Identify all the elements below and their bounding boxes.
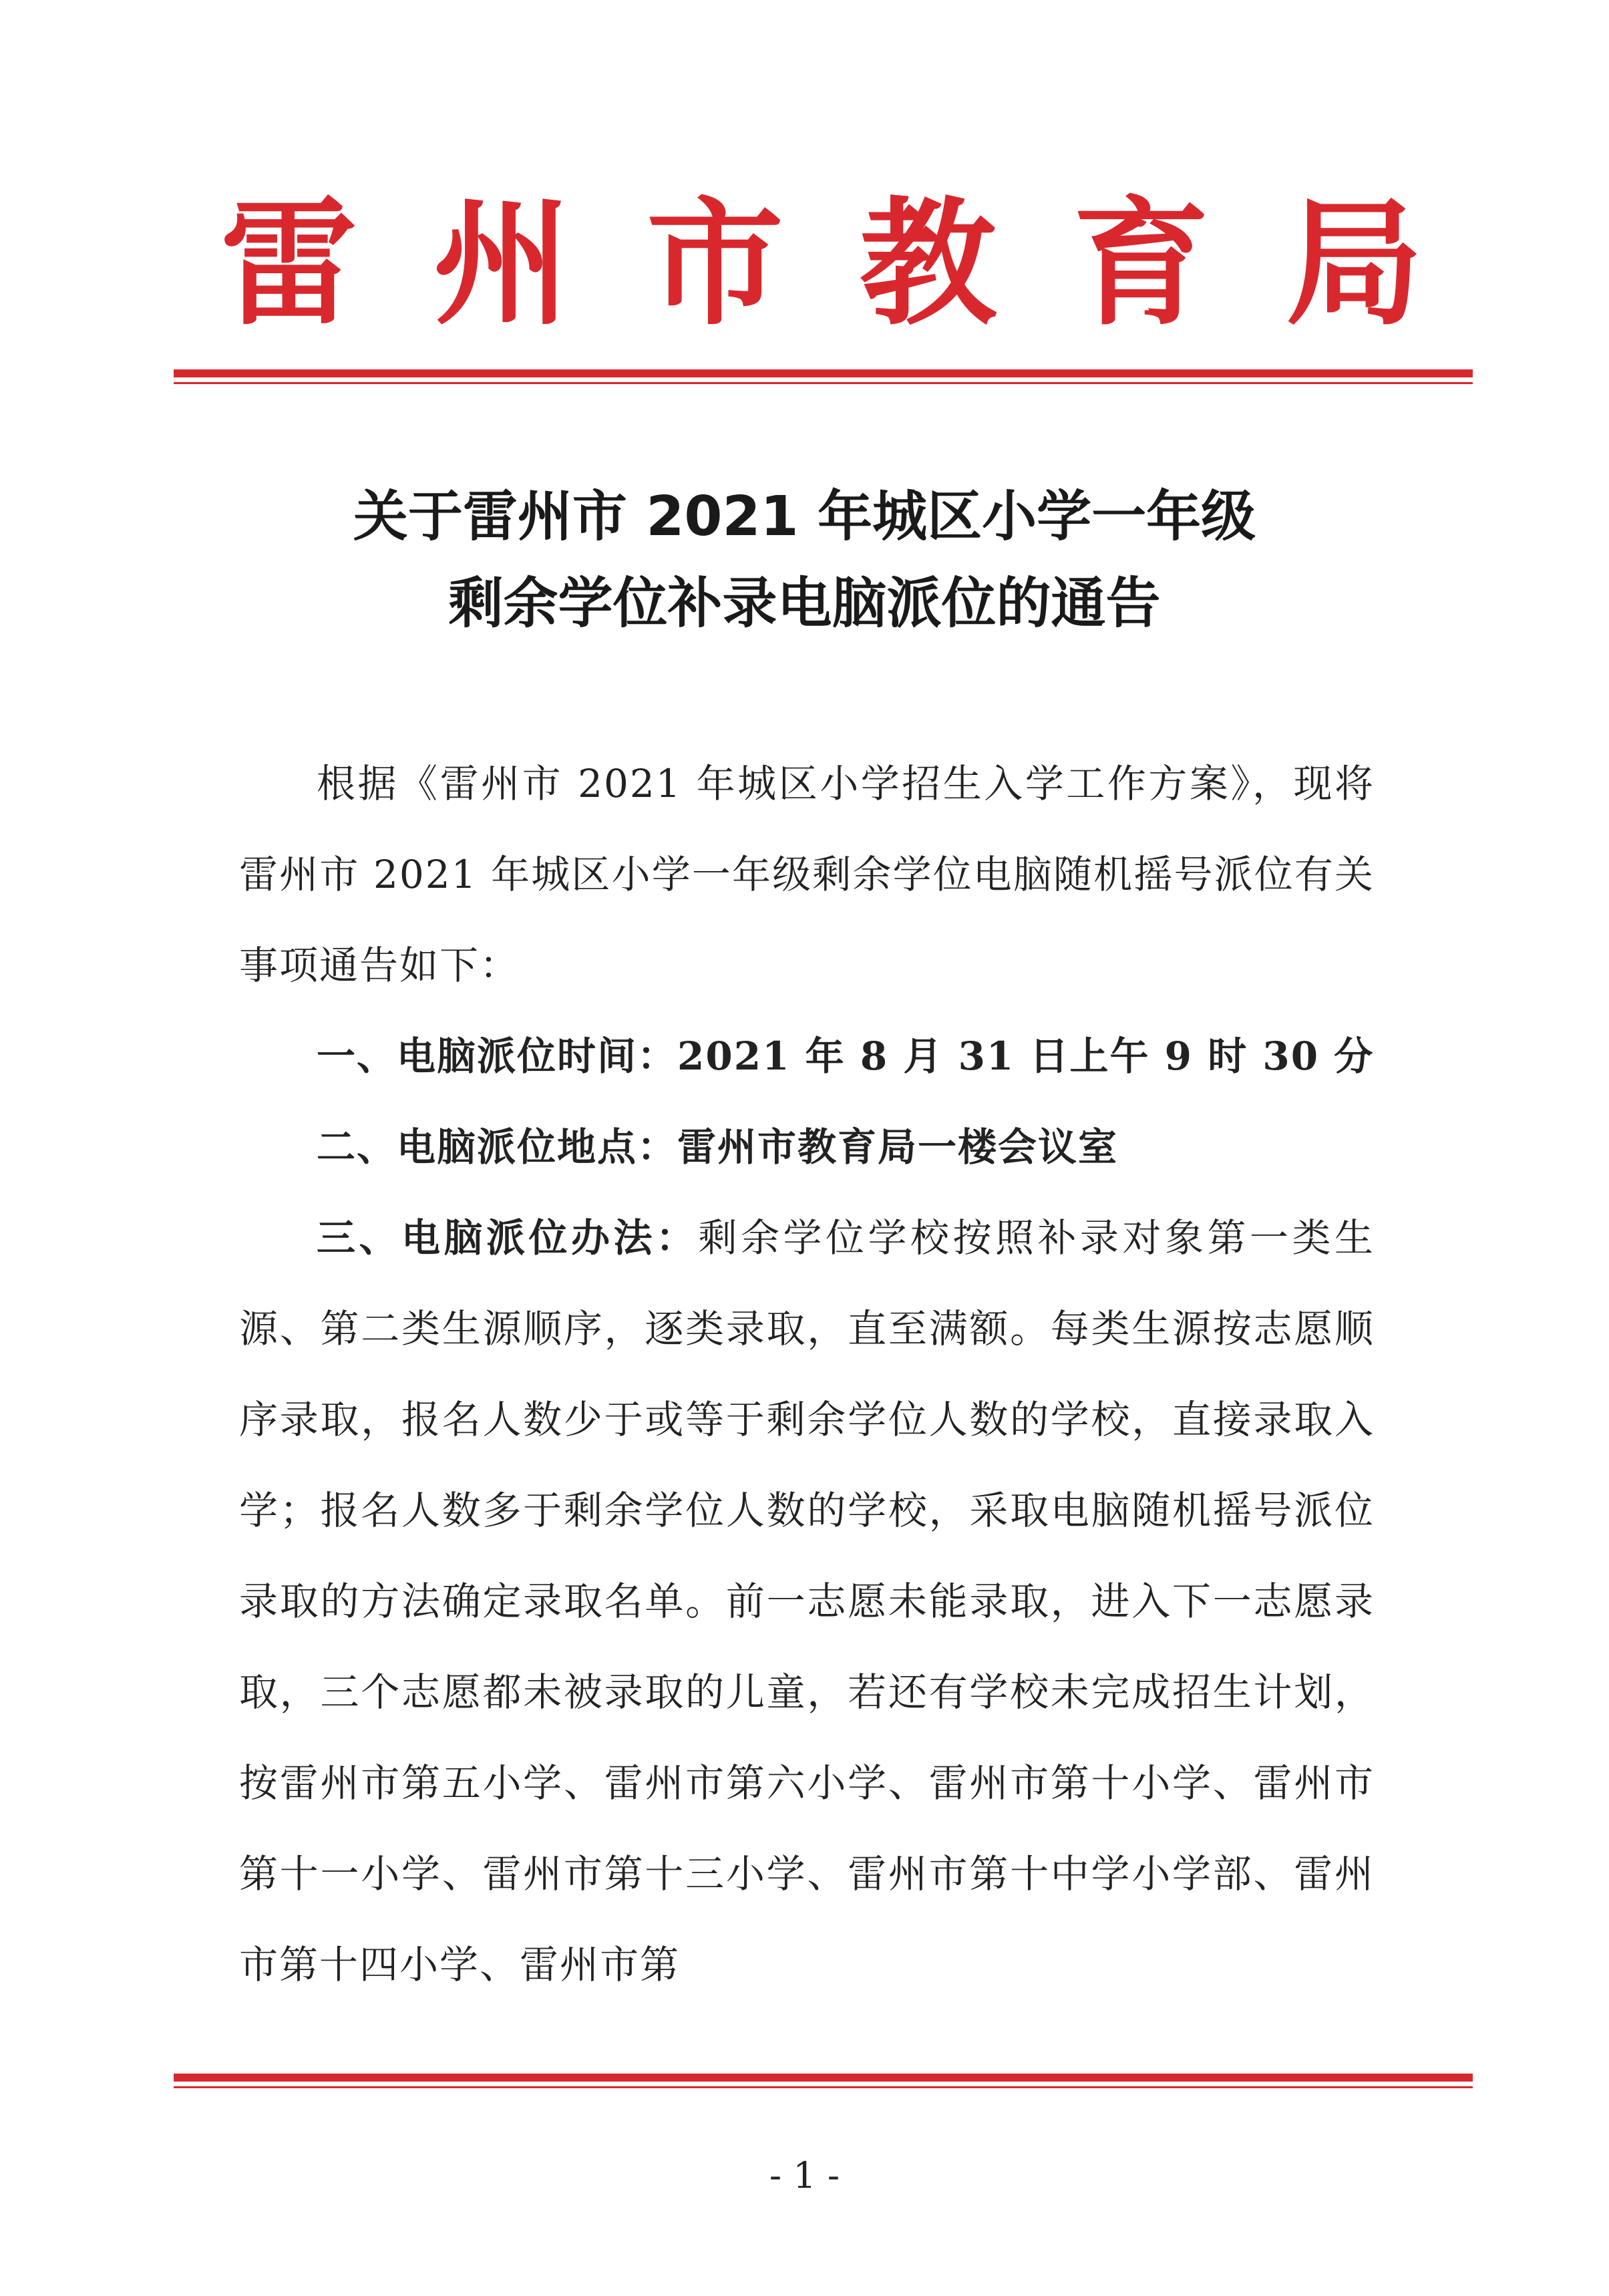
item-location-value: 雷州市教育局一楼会议室 [677,1124,1119,1170]
document-title-line-1: 关于雷州市 2021 年城区小学一年级 [353,485,1256,548]
item-time-label: 一、电脑派位时间： [317,1033,678,1079]
intro-paragraph: 根据《雷州市 2021 年城区小学招生入学工作方案》，现将雷州市 2021 年城区小学一年级剩余学位电脑随机摇号派位有关事项通告如下： [239,761,1375,988]
item-time [239,1011,1375,1102]
document-body [239,738,1375,2010]
masthead-char: 局 [1286,183,1423,344]
item-location [239,1102,1375,1192]
item-time-value: 2021 年 8 月 31 日上午 9 时 30 分 [677,1033,1375,1079]
footer-divider [174,2074,1473,2088]
item-method-label: 三、电脑派位办法： [317,1215,699,1261]
item-location-label: 二、电脑派位地点： [317,1124,678,1170]
masthead [220,184,1423,344]
item-method [239,1192,1375,2010]
masthead-char: 州 [433,183,570,344]
masthead-char: 市 [647,183,783,344]
page-number: - 1 - [769,2154,840,2196]
masthead-char: 育 [1073,183,1210,344]
masthead-char: 雷 [220,183,357,344]
header-divider [174,369,1473,384]
item-method-text: 剩余学位学校按照补录对象第一类生源、第二类生源顺序，逐类录取，直至满额。每类生源按志愿顺序录取，报名人数少于或等于剩余学位人数的学校，直接录取入学；报名人数多于剩余学位人数的学校，采取电脑随机摇号派位录取的方法确定录取名单。前一志愿未能录取，进入下一志愿录取，三个志愿都未被录取的儿童，若还有学校未完成招生计划，按雷州市第五小学、雷州市第六小学、雷州市第十小学、雷州市第十一小学、雷州市第十三小学、雷州市第十中学小学部、雷州市第十四小学、雷州市第 [239,1215,1375,1987]
document-title-line-2: 剩余学位补录电脑派位的通告 [448,572,1161,635]
masthead-char: 教 [860,183,997,344]
